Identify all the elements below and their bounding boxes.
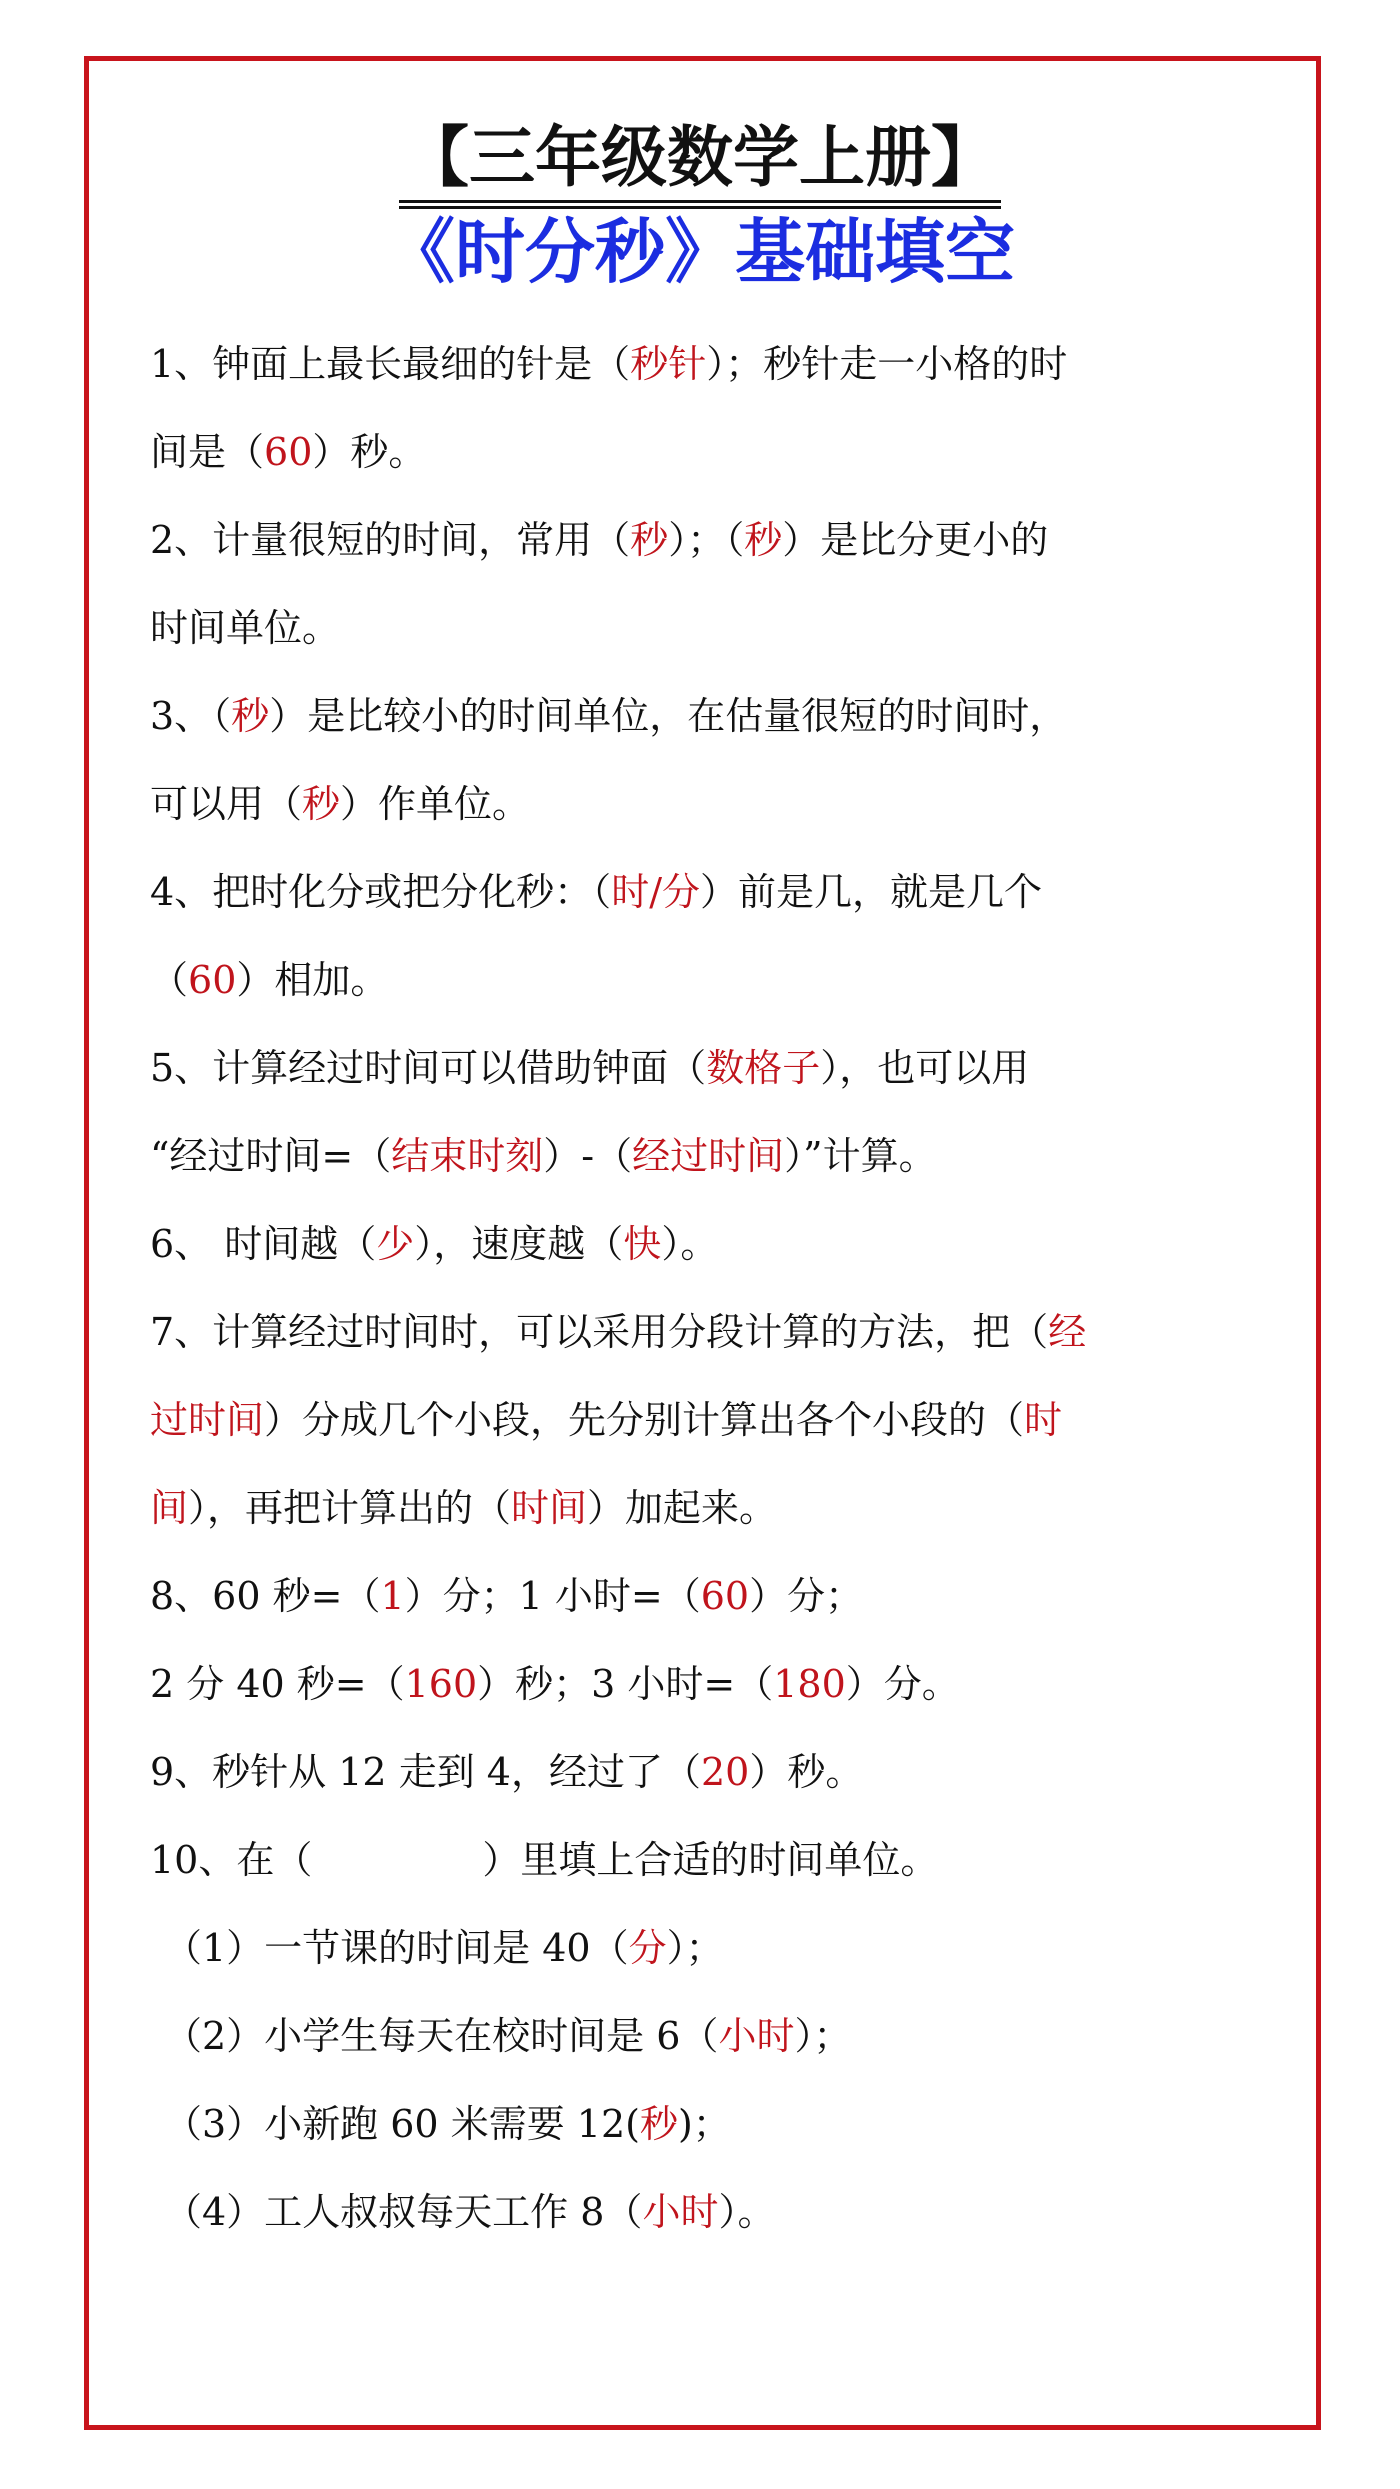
- question-line: [150, 672, 1260, 760]
- answer-text: 60: [700, 1574, 750, 1618]
- question-text: ）分成几个小段，先分别计算出各个小段的（: [264, 1398, 1025, 1442]
- question-text: 3、（: [150, 694, 232, 738]
- question-text: （2）小学生每天在校时间是 6（: [164, 2014, 719, 2058]
- question-text: ）是比分更小的: [782, 518, 1049, 562]
- question-line: [150, 320, 1260, 408]
- question-text: )；: [677, 2102, 731, 2146]
- question-line: [150, 1112, 1260, 1200]
- question-line: [150, 1640, 1260, 1728]
- question-line: [150, 1464, 1260, 1552]
- question-text: 8、60 秒=（: [150, 1574, 381, 1618]
- question-line: [150, 2080, 1260, 2168]
- answer-text: 秒针: [630, 342, 707, 386]
- page-subtitle: 《时分秒》基础填空: [385, 211, 1015, 293]
- question-text: 9、秒针从 12 走到 4，经过了（: [150, 1750, 701, 1794]
- question-text: ）。: [661, 1222, 719, 1266]
- question-line: [150, 760, 1260, 848]
- answer-text: 秒: [231, 694, 270, 738]
- question-line: [150, 1200, 1260, 1288]
- question-text: 时间单位。: [150, 606, 341, 650]
- page-title-text: 【三年级数学上册】: [399, 118, 1001, 203]
- question-text: 2、计量很短的时间，常用（: [150, 518, 631, 562]
- question-text: ）相加。: [236, 958, 389, 1002]
- question-text: ），也可以用: [820, 1046, 1030, 1090]
- answer-text: 1: [380, 1574, 405, 1618]
- question-line: [150, 1728, 1260, 1816]
- question-text: 1、钟面上最长最细的针是（: [150, 342, 631, 386]
- question-line: [150, 1992, 1260, 2080]
- answer-text: 小时: [718, 2014, 795, 2058]
- answer-text: 时间: [511, 1486, 588, 1530]
- answer-text: 快: [623, 1222, 662, 1266]
- question-line: [150, 1904, 1260, 1992]
- answer-text: 秒: [302, 782, 341, 826]
- answer-text: 间: [150, 1486, 189, 1530]
- question-text: ）；（: [668, 518, 745, 562]
- answer-text: 20: [700, 1750, 750, 1794]
- question-text: 10、在（: [150, 1838, 313, 1882]
- question-line: [150, 1552, 1260, 1640]
- question-text: 5、计算经过时间可以借助钟面（: [150, 1046, 707, 1090]
- question-text: （3）小新跑 60 米需要 12(: [164, 2102, 640, 2146]
- question-text: ）；: [794, 2014, 852, 2058]
- question-text: ），速度越（: [414, 1222, 624, 1266]
- question-text: 间是（: [150, 430, 265, 474]
- question-text: 2 分 40 秒=（: [150, 1662, 405, 1706]
- question-text: 可以用（: [150, 782, 303, 826]
- answer-text: 小时: [642, 2190, 719, 2234]
- question-text: ）秒。: [312, 430, 427, 474]
- question-text: ）。: [718, 2190, 776, 2234]
- question-line: [150, 1376, 1260, 1464]
- answer-text: 60: [188, 958, 237, 1002]
- answer-text: 秒: [639, 2102, 678, 2146]
- answer-text: 经: [1048, 1310, 1087, 1354]
- question-line: [150, 848, 1260, 936]
- answer-text: 秒: [744, 518, 783, 562]
- question-text: ）前是几，就是几个: [700, 870, 1043, 914]
- question-line: [150, 496, 1260, 584]
- question-text: ）里填上合适的时间单位。: [482, 1838, 939, 1882]
- question-text: （1）一节课的时间是 40（: [164, 1926, 629, 1970]
- question-text: ）秒。: [749, 1750, 864, 1794]
- question-text: ）分；1 小时=（: [404, 1574, 701, 1618]
- question-text: ）-（: [543, 1134, 633, 1178]
- answer-text: 时: [1024, 1398, 1063, 1442]
- question-text: ）秒；3 小时=（: [477, 1662, 774, 1706]
- question-text: ）”计算。: [784, 1134, 937, 1178]
- question-text: ）是比较小的时间单位，在估量很短的时间时，: [269, 694, 1068, 738]
- answer-text: 结束时刻: [391, 1134, 544, 1178]
- question-text: ）分。: [845, 1662, 960, 1706]
- question-line: [150, 2168, 1260, 2256]
- question-line: [150, 1024, 1260, 1112]
- question-line: [150, 936, 1260, 1024]
- answer-text: 少: [376, 1222, 415, 1266]
- answer-text: 数格子: [706, 1046, 821, 1090]
- question-text: 6、 时间越（: [150, 1222, 377, 1266]
- question-text: ）作单位。: [340, 782, 531, 826]
- question-list: [150, 320, 1260, 2256]
- question-text: ），再把计算出的（: [188, 1486, 512, 1530]
- question-text: ）加起来。: [587, 1486, 778, 1530]
- question-line: [150, 1288, 1260, 1376]
- page-title: [0, 118, 1400, 203]
- answer-text: 经过时间: [632, 1134, 785, 1178]
- answer-text: 过时间: [150, 1398, 265, 1442]
- answer-text: 时/分: [611, 870, 700, 914]
- answer-text: 160: [404, 1662, 478, 1706]
- question-text: （4）工人叔叔每天工作 8（: [164, 2190, 643, 2234]
- question-text: ）；秒针走一小格的时: [706, 342, 1068, 386]
- answer-text: 60: [264, 430, 313, 474]
- question-text: ）分；: [749, 1574, 864, 1618]
- question-text: ）；: [666, 1926, 724, 1970]
- question-line: [150, 408, 1260, 496]
- question-text: （: [150, 958, 189, 1002]
- question-text: 7、计算经过时间时，可以采用分段计算的方法，把（: [150, 1310, 1049, 1354]
- answer-text: 180: [773, 1662, 846, 1706]
- question-line: [150, 1816, 1260, 1904]
- answer-text: 秒: [630, 518, 669, 562]
- question-line: [150, 584, 1260, 672]
- question-text: 4、把时化分或把分化秒：（: [150, 870, 612, 914]
- question-text: “经过时间=（: [150, 1134, 392, 1178]
- answer-text: 分: [628, 1926, 667, 1970]
